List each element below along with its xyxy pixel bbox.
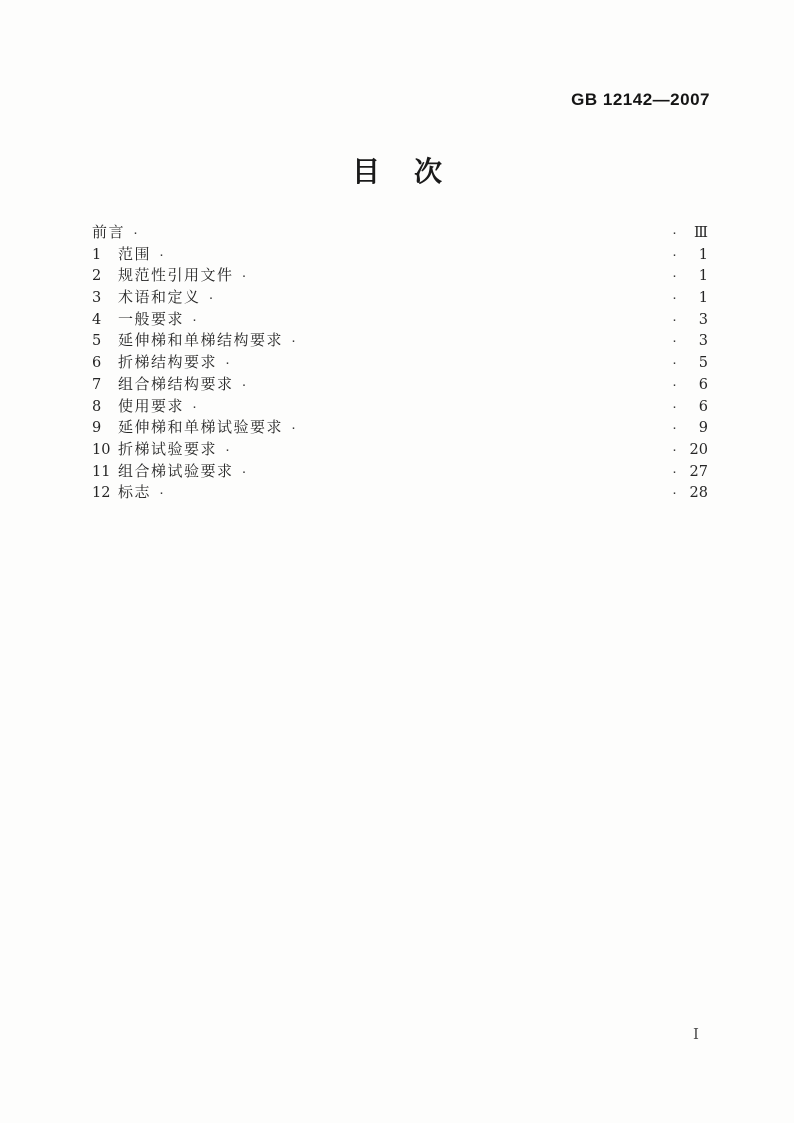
toc-entry-page: 9 — [698, 420, 708, 437]
toc-entry — [92, 286, 708, 308]
toc-entry — [92, 481, 708, 503]
toc-entry — [92, 416, 708, 438]
toc-entry-title: 延伸梯和单梯试验要求 — [118, 419, 284, 437]
toc-entry — [92, 329, 708, 351]
leader-dot: · — [672, 375, 677, 393]
leader-dot: · — [225, 354, 231, 372]
toc-entry-title: 范围 — [118, 245, 152, 263]
toc-entry-title: 组合梯试验要求 — [118, 462, 234, 480]
leader-dot: · — [672, 289, 677, 307]
toc-entry-number: 9 — [92, 420, 102, 437]
toc-entry-title: 前言 — [92, 224, 126, 241]
leader-dot: · — [291, 419, 297, 437]
toc-entry-title: 一般要求 — [118, 310, 185, 328]
leader-dot: · — [672, 267, 677, 285]
page-title-char-2: 次 — [414, 156, 443, 187]
toc-entry-number: 7 — [92, 376, 102, 393]
toc-entry-page: 3 — [698, 311, 708, 328]
page-number: I — [693, 1025, 699, 1043]
leader-dot: · — [672, 462, 677, 480]
toc-entry-page: 1 — [698, 268, 708, 285]
toc-entry-page: 28 — [689, 485, 708, 502]
toc-entry-title: 使用要求 — [118, 397, 185, 415]
toc-entry-title: 术语和定义 — [118, 289, 201, 307]
toc-entry-title: 标志 — [118, 484, 152, 502]
toc-entry-page: 1 — [698, 246, 708, 263]
toc-entry — [92, 264, 708, 286]
toc-entry — [92, 351, 708, 373]
leader-dot: · — [672, 332, 677, 350]
toc-entry — [92, 308, 708, 330]
leader-dot: · — [672, 440, 677, 458]
toc-entry-number: 10 — [92, 441, 111, 458]
toc-entry-number: 3 — [92, 290, 102, 307]
toc-entry — [92, 438, 708, 460]
leader-dot: · — [241, 375, 247, 393]
standard-number: GB 12142—2007 — [571, 90, 710, 109]
toc-entry-number: 12 — [92, 485, 111, 502]
leader-dot: · — [672, 310, 677, 328]
toc-entry-page: 27 — [689, 463, 708, 480]
leader-dot: · — [133, 224, 139, 241]
toc-entry-number: 5 — [92, 333, 102, 350]
toc-entry-page: 3 — [698, 333, 708, 350]
toc-entry-title: 折梯结构要求 — [118, 354, 218, 372]
toc-entry-number: 6 — [92, 355, 102, 372]
toc-entry — [92, 221, 708, 243]
leader-dot: · — [192, 310, 198, 328]
toc-entry-number: 11 — [92, 463, 111, 480]
toc-entry-page: 20 — [689, 441, 708, 458]
leader-dot: · — [672, 419, 677, 437]
toc-entry — [92, 243, 708, 265]
leader-dot: · — [192, 397, 198, 415]
leader-dot: · — [208, 289, 214, 307]
toc-entry — [92, 373, 708, 395]
toc-entry-page: 6 — [698, 376, 708, 393]
toc-entry-page: 6 — [698, 398, 708, 415]
toc-entry-page: 5 — [698, 355, 708, 372]
toc-entry-page: 1 — [698, 290, 708, 307]
toc-entry — [92, 460, 708, 482]
leader-dot: · — [672, 397, 677, 415]
page-title-char-1: 目 — [351, 156, 380, 187]
table-of-contents — [92, 221, 708, 503]
leader-dot: · — [159, 245, 165, 263]
toc-entry-number: 1 — [92, 246, 102, 263]
toc-entry-number: 2 — [92, 268, 102, 285]
toc-entry-number: 4 — [92, 311, 102, 328]
page-title — [0, 156, 794, 188]
leader-dot: · — [241, 267, 247, 285]
leader-dot: · — [159, 484, 165, 502]
leader-dot: · — [672, 224, 677, 241]
toc-entry-number: 8 — [92, 398, 102, 415]
toc-entry-page: Ⅲ — [694, 225, 708, 241]
toc-entry-title: 组合梯结构要求 — [118, 375, 234, 393]
toc-entry-title: 折梯试验要求 — [118, 440, 218, 458]
leader-dot: · — [241, 462, 247, 480]
leader-dot: · — [291, 332, 297, 350]
leader-dot: · — [672, 484, 677, 502]
leader-dot: · — [672, 245, 677, 263]
toc-entry-title: 规范性引用文件 — [118, 267, 234, 285]
leader-dot: · — [225, 440, 231, 458]
toc-entry-title: 延伸梯和单梯结构要求 — [118, 332, 284, 350]
leader-dot: · — [672, 354, 677, 372]
toc-entry — [92, 395, 708, 417]
